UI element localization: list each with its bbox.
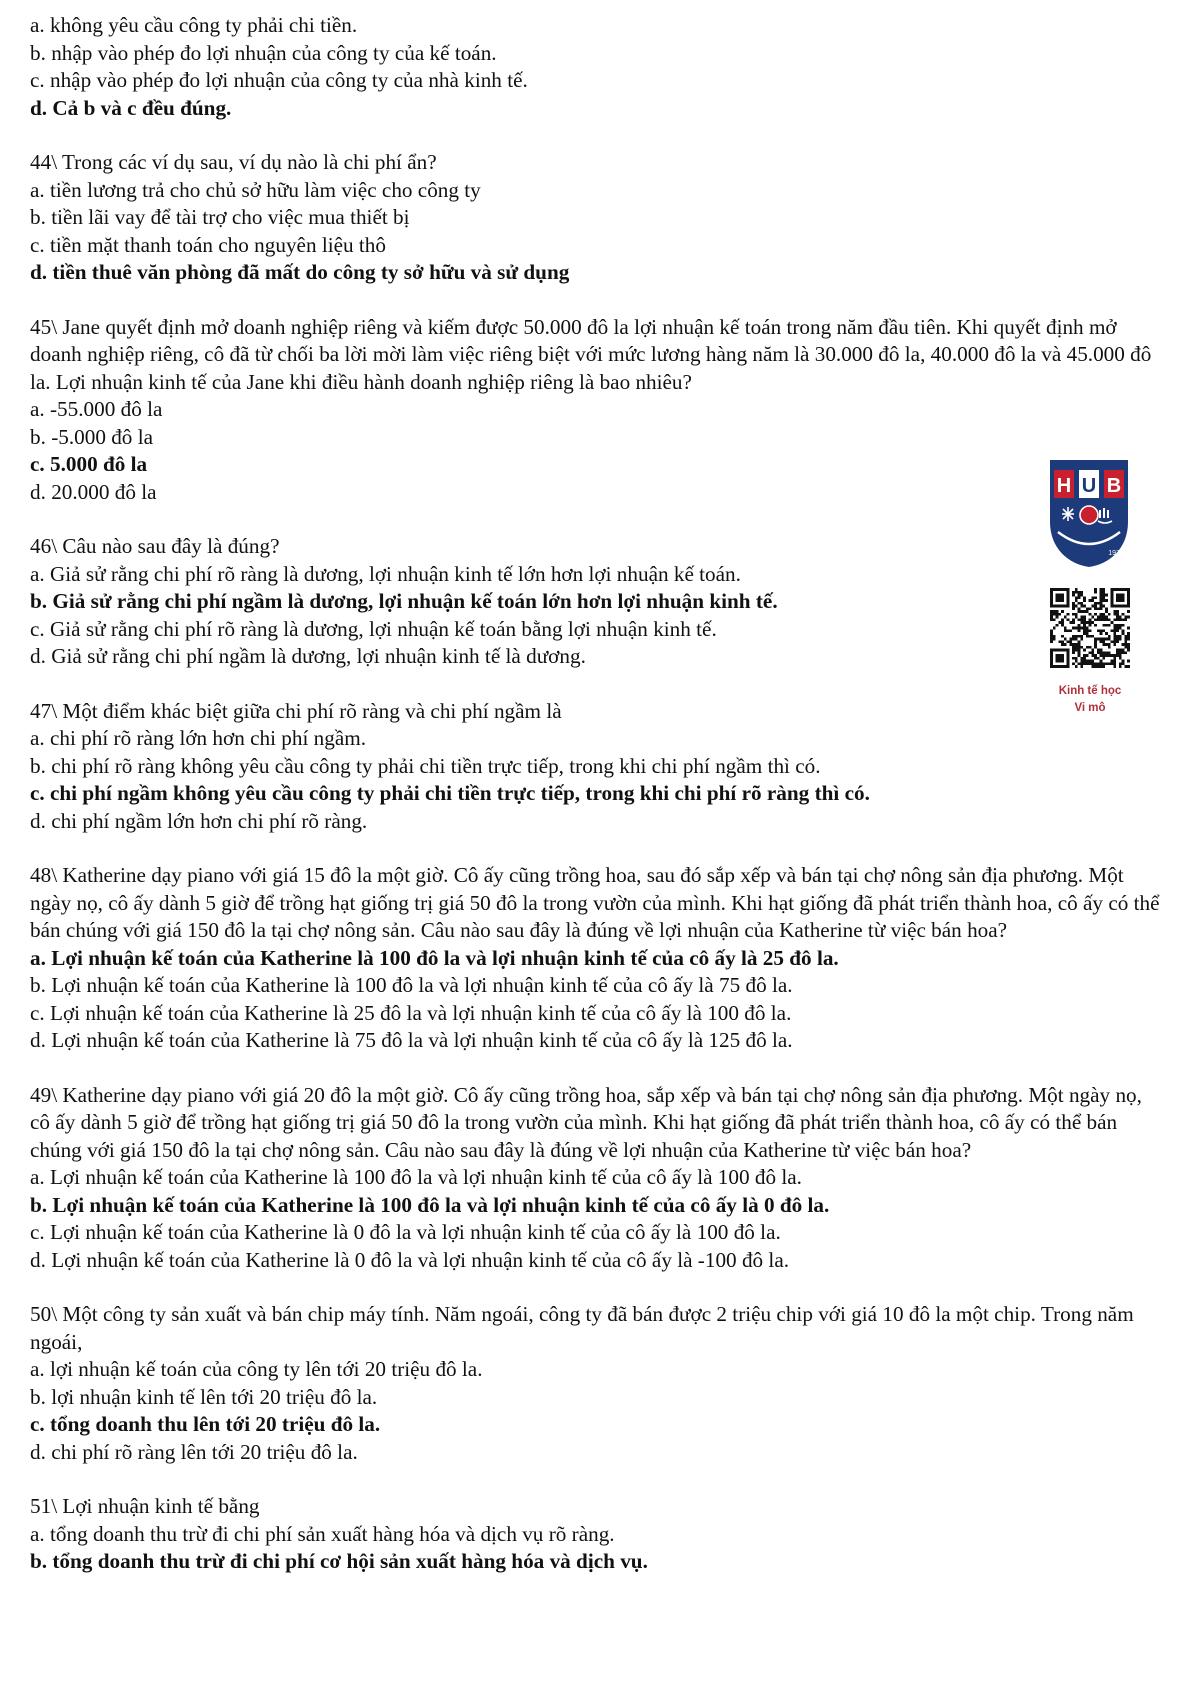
question-text: 47\ Một điểm khác biệt giữa chi phí rõ ràng và chi phí ngầm là (30, 698, 562, 723)
logo-letter-b: B (1106, 475, 1122, 497)
question-text: 49\ Katherine dạy piano với giá 20 đô la một giờ. Cô ấy cũng trồng hoa, sắp xếp và bán tại chợ nông sản địa phương. Một ngày nọ, cô ấy dành 5 giờ để trồng hạt giống trị giá 50 đô la trong vườn của mình. Khi hạt giống đã phát triển thành hoa, cô ấy có thể bán chúng với giá 150 đô la tại chợ nông sản. Câu nào sau đây là đúng về lợi nhuận của Katherine từ việc bán hoa? (30, 1082, 1142, 1162)
question-text: 44\ Trong các ví dụ sau, ví dụ nào là chi phí ẩn? (30, 150, 437, 174)
answer-option: b. chi phí rõ ràng không yêu cầu công ty phải chi tiền trực tiếp, trong khi chi phí ngầm thì có. (30, 753, 821, 778)
answer-option-correct: c. tổng doanh thu lên tới 20 triệu đô la. (30, 1412, 381, 1436)
answer-option: d. 20.000 đô la (30, 479, 157, 504)
sidebar-branding (1040, 460, 1145, 730)
question-text: 48\ Katherine dạy piano với giá 15 đô la một giờ. Cô ấy cũng trồng hoa, sau đó sắp xếp và bán tại chợ nông sản địa phương. Một ngày nọ, cô ấy dành 5 giờ để trồng hạt giống trị giá 50 đô la trong vườn của mình. Khi hạt giống đã phát triển thành hoa, cô ấy có thể bán chúng với giá 150 đô la tại chợ nông sản. Câu nào sau đây là đúng về lợi nhuận của Katherine từ việc bán hoa? (30, 863, 1160, 942)
answer-option: a. -55.000 đô la (30, 397, 163, 421)
answer-option: a. Lợi nhuận kế toán của Katherine là 100 đô la và lợi nhuận kinh tế của cô ấy là 100 đô la. (30, 1165, 802, 1189)
logo-top-band (1050, 460, 1128, 468)
question-block (30, 533, 1160, 671)
question-block (30, 1082, 1160, 1275)
answer-option-correct: a. Lợi nhuận kế toán của Katherine là 100 đô la và lợi nhuận kinh tế của cô ấy là 25 đô la. (30, 945, 839, 970)
answer-option-correct: b. Lợi nhuận kế toán của Katherine là 100 đô la và lợi nhuận kinh tế của cô ấy là 0 đô la. (30, 1192, 830, 1217)
answer-option: a. tiền lương trả cho chủ sở hữu làm việc cho công ty (30, 177, 481, 202)
answer-option: a. lợi nhuận kế toán của công ty lên tới 20 triệu đô la. (30, 1357, 483, 1381)
answer-option-correct: d. Cả b và c đều đúng. (30, 95, 232, 120)
answer-option: b. nhập vào phép đo lợi nhuận của công ty của kế toán. (30, 40, 497, 65)
subject-label (1040, 684, 1140, 715)
subject-title: Kinh tế học (1058, 685, 1122, 697)
question-text: 50\ Một công ty sản xuất và bán chip máy tính. Năm ngoái, công ty đã bán được 2 triệu chip với giá 10 đô la một chip. Trong năm ngoái, (30, 1302, 1134, 1354)
hub-logo (1048, 460, 1130, 568)
question-block (30, 1301, 1160, 1466)
question-text: 46\ Câu nào sau đây là đúng? (30, 534, 280, 558)
answer-option: c. Lợi nhuận kế toán của Katherine là 0 đô la và lợi nhuận kinh tế của cô ấy là 100 đô la. (30, 1220, 781, 1244)
question-block (30, 698, 1160, 836)
answer-option-correct: d. tiền thuê văn phòng đã mất do công ty sở hữu và sử dụng (30, 260, 570, 284)
answer-option: d. chi phí ngầm lớn hơn chi phí rõ ràng. (30, 808, 368, 833)
answer-option-correct: c. chi phí ngầm không yêu cầu công ty phải chi tiền trực tiếp, trong khi chi phí rõ ràng thì có. (30, 781, 870, 805)
answer-option: a. chi phí rõ ràng lớn hơn chi phí ngầm. (30, 726, 367, 750)
answer-option-correct: c. 5.000 đô la (30, 452, 148, 476)
qr-code-icon (1050, 588, 1130, 668)
logo-letter-h: H (1056, 475, 1072, 497)
question-block (30, 12, 1160, 122)
answer-option: b. Lợi nhuận kế toán của Katherine là 100 đô la và lợi nhuận kinh tế của cô ấy là 75 đô la. (30, 973, 793, 997)
question-block (30, 1493, 1160, 1576)
subject-subtitle: Vi mô (1074, 702, 1106, 714)
answer-option: a. không yêu cầu công ty phải chi tiền. (30, 13, 358, 37)
answer-option: c. Giả sử rằng chi phí rõ ràng là dương, lợi nhuận kế toán bằng lợi nhuận kinh tế. (30, 616, 717, 641)
answer-option: a. Giả sử rằng chi phí rõ ràng là dương, lợi nhuận kinh tế lớn hơn lợi nhuận kế toán. (30, 561, 741, 586)
answer-option: d. Giả sử rằng chi phí ngầm là dương, lợi nhuận kinh tế là dương. (30, 644, 586, 668)
question-block (30, 862, 1160, 1055)
question-list (30, 12, 1160, 1603)
answer-option: d. chi phí rõ ràng lên tới 20 triệu đô la. (30, 1439, 358, 1464)
answer-option-correct: b. Giả sử rằng chi phí ngầm là dương, lợi nhuận kế toán lớn hơn lợi nhuận kinh tế. (30, 589, 778, 613)
question-text: 45\ Jane quyết định mở doanh nghiệp riêng và kiếm được 50.000 đô la lợi nhuận kế toán trong năm đầu tiên. Khi quyết định mở doanh nghiệp riêng, cô đã từ chối ba lời mời làm việc riêng biệt với mức lương hàng năm là 30.000 đô la, 40.000 đô la và 45.000 đô la. Lợi nhuận kinh tế của Jane khi điều hành doanh nghiệp riêng là bao nhiêu? (30, 314, 1152, 394)
logo-letter-u: U (1081, 475, 1097, 497)
answer-option-correct: b. tổng doanh thu trừ đi chi phí cơ hội sản xuất hàng hóa và dịch vụ. (30, 1549, 648, 1573)
answer-option: b. -5.000 đô la (30, 424, 153, 449)
question-block (30, 314, 1160, 507)
answer-option: d. Lợi nhuận kế toán của Katherine là 75 đô la và lợi nhuận kinh tế của cô ấy là 125 đô la. (30, 1028, 793, 1052)
answer-option: c. Lợi nhuận kế toán của Katherine là 25 đô la và lợi nhuận kinh tế của cô ấy là 100 đô la. (30, 1000, 792, 1025)
answer-option: b. lợi nhuận kinh tế lên tới 20 triệu đô la. (30, 1384, 378, 1409)
answer-option: c. nhập vào phép đo lợi nhuận của công ty của nhà kinh tế. (30, 68, 528, 92)
answer-option: d. Lợi nhuận kế toán của Katherine là 0 đô la và lợi nhuận kinh tế của cô ấy là -100 đô la. (30, 1247, 790, 1272)
answer-option: c. tiền mặt thanh toán cho nguyên liệu thô (30, 232, 386, 257)
question-block (30, 149, 1160, 287)
answer-option: a. tổng doanh thu trừ đi chi phí sản xuất hàng hóa và dịch vụ rõ ràng. (30, 1521, 615, 1546)
logo-year: 1976 (1108, 550, 1124, 557)
answer-option: b. tiền lãi vay để tài trợ cho việc mua thiết bị (30, 205, 410, 229)
question-text: 51\ Lợi nhuận kinh tế bằng (30, 1494, 260, 1518)
